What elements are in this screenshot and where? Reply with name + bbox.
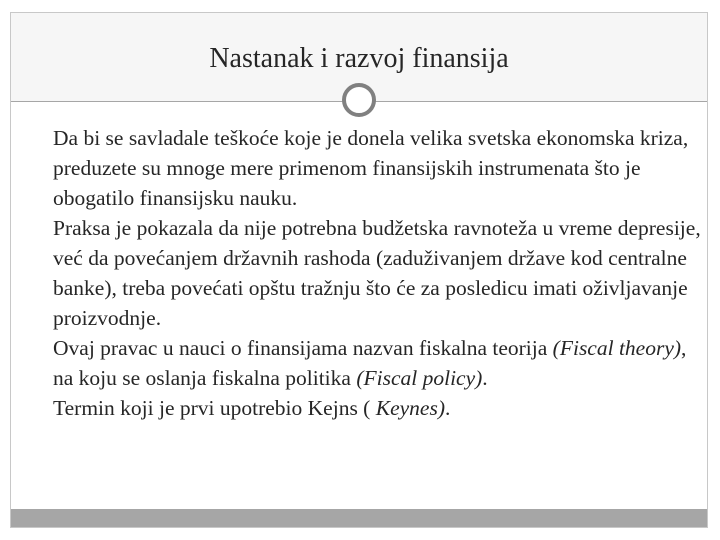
bullet-item	[33, 213, 701, 333]
bullet-item	[33, 393, 701, 423]
bullet-text: Da bi se savladale teškoće koje je donela velika svetska ekonomska kriza, preduzete su mnoge mere primenom finansijskih instrumenata što je obogatilo finansijsku nauku.	[53, 126, 689, 210]
bullet-text-italic: Keynes)	[375, 396, 445, 420]
slide-content	[33, 123, 701, 423]
bullet-text-part: Termin koji je prvi upotrebio Kejns (	[53, 396, 376, 420]
bullet-text-part: , na koju se oslanja fiskalna politika	[53, 336, 687, 390]
slide-title: Nastanak i razvoj finansija	[209, 43, 509, 74]
bullet-item	[33, 123, 701, 213]
bullet-item	[33, 333, 701, 393]
circle-ornament-inner	[351, 92, 371, 112]
circle-ornament-icon	[342, 83, 376, 117]
bullet-text-part: .	[482, 366, 488, 390]
bullet-text: Praksa je pokazala da nije potrebna budžetska ravnoteža u vreme depresije, već da povećanjem državnih rashoda (zaduživanjem države kod centralne banke), treba povećati opštu tražnju što će za posledicu imati oživljavanje proizvodnje.	[53, 216, 701, 330]
bullet-text-part: .	[444, 396, 451, 420]
bullet-text-part: Ovaj pravac u nauci o finansijama nazvan fiskalna teorija	[53, 336, 553, 360]
bullet-text-italic: (Fiscal theory)	[552, 336, 682, 360]
slide	[10, 12, 708, 528]
bullet-text-italic: (Fiscal policy)	[356, 366, 483, 390]
bullet-text	[53, 393, 701, 423]
footer-bar	[11, 509, 707, 527]
bullet-text	[53, 333, 701, 393]
